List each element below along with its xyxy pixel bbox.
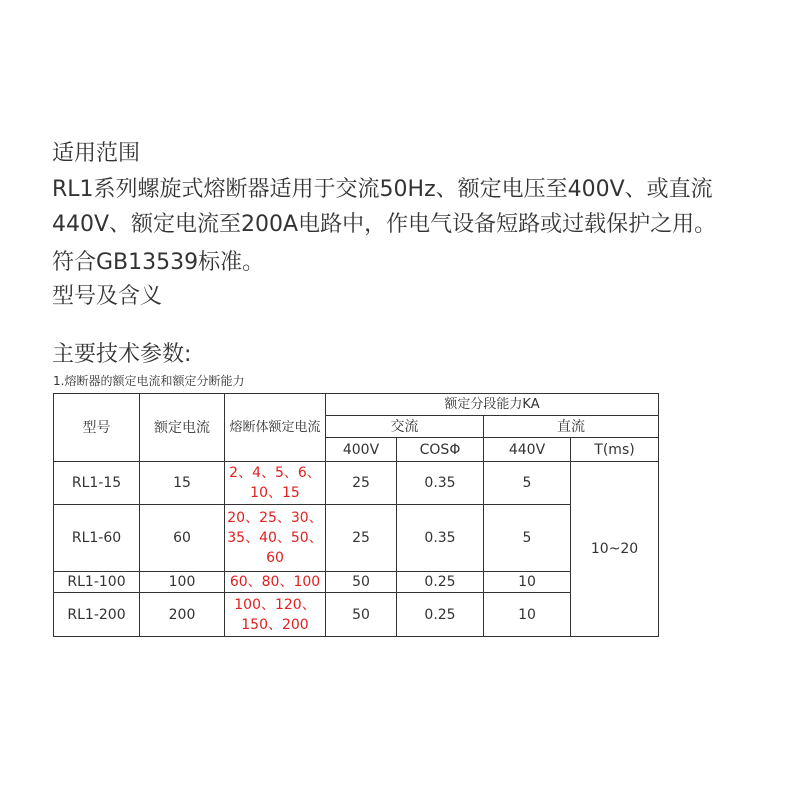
header-rated-current: 额定电流 xyxy=(140,394,225,462)
cell-dc: 10 xyxy=(484,593,571,637)
cell-fuse-currents: 60、80、100 xyxy=(225,572,326,593)
table-caption: 1.熔断器的额定电流和额定分断能力 xyxy=(53,374,245,388)
spec-table xyxy=(53,393,659,637)
cell-rated: 15 xyxy=(140,462,225,505)
cell-fuse-currents: 100、120、150、200 xyxy=(225,593,326,637)
cell-dc: 5 xyxy=(484,505,571,572)
scope-text-line: 440V、额定电流至200A电路中，作电气设备短路或过载保护之用。 xyxy=(52,212,717,237)
table-row xyxy=(54,462,659,505)
cell-cos: 0.25 xyxy=(397,593,484,637)
params-title: 主要技术参数: xyxy=(52,342,192,367)
cell-rated: 60 xyxy=(140,505,225,572)
header-dc-voltage: 440V xyxy=(484,438,571,462)
header-t-ms: T(ms) xyxy=(571,438,659,462)
header-ac: 交流 xyxy=(326,416,484,438)
cell-model: RL1-200 xyxy=(54,593,140,637)
cell-model: RL1-100 xyxy=(54,572,140,593)
cell-dc: 10 xyxy=(484,572,571,593)
cell-dc: 5 xyxy=(484,462,571,505)
cell-model: RL1-60 xyxy=(54,505,140,572)
header-breaking-capacity: 额定分段能力KA xyxy=(326,394,659,416)
cell-model: RL1-15 xyxy=(54,462,140,505)
cell-fuse-currents: 20、25、30、35、40、50、60 xyxy=(225,505,326,572)
cell-rated: 100 xyxy=(140,572,225,593)
header-ac-voltage: 400V xyxy=(326,438,397,462)
cell-cos: 0.35 xyxy=(397,462,484,505)
header-model: 型号 xyxy=(54,394,140,462)
cell-ac: 25 xyxy=(326,462,397,505)
cell-ac: 25 xyxy=(326,505,397,572)
header-cos-phi: COSΦ xyxy=(397,438,484,462)
header-fuse-rated-current: 熔断体额定电流 xyxy=(225,394,326,462)
cell-rated: 200 xyxy=(140,593,225,637)
cell-t-value: 10~20 xyxy=(571,462,659,637)
table-row xyxy=(54,593,659,637)
model-meaning-title: 型号及含义 xyxy=(52,284,163,309)
table-row xyxy=(54,572,659,593)
header-dc: 直流 xyxy=(484,416,659,438)
scope-text-line: 符合GB13539标准。 xyxy=(52,250,265,275)
cell-cos: 0.35 xyxy=(397,505,484,572)
cell-ac: 50 xyxy=(326,572,397,593)
cell-cos: 0.25 xyxy=(397,572,484,593)
scope-title: 适用范围 xyxy=(52,141,141,166)
cell-fuse-currents: 2、4、5、6、10、15 xyxy=(225,462,326,505)
scope-text-line: RL1系列螺旋式熔断器适用于交流50Hz、额定电压至400V、或直流 xyxy=(52,177,713,202)
cell-ac: 50 xyxy=(326,593,397,637)
table-row xyxy=(54,505,659,572)
